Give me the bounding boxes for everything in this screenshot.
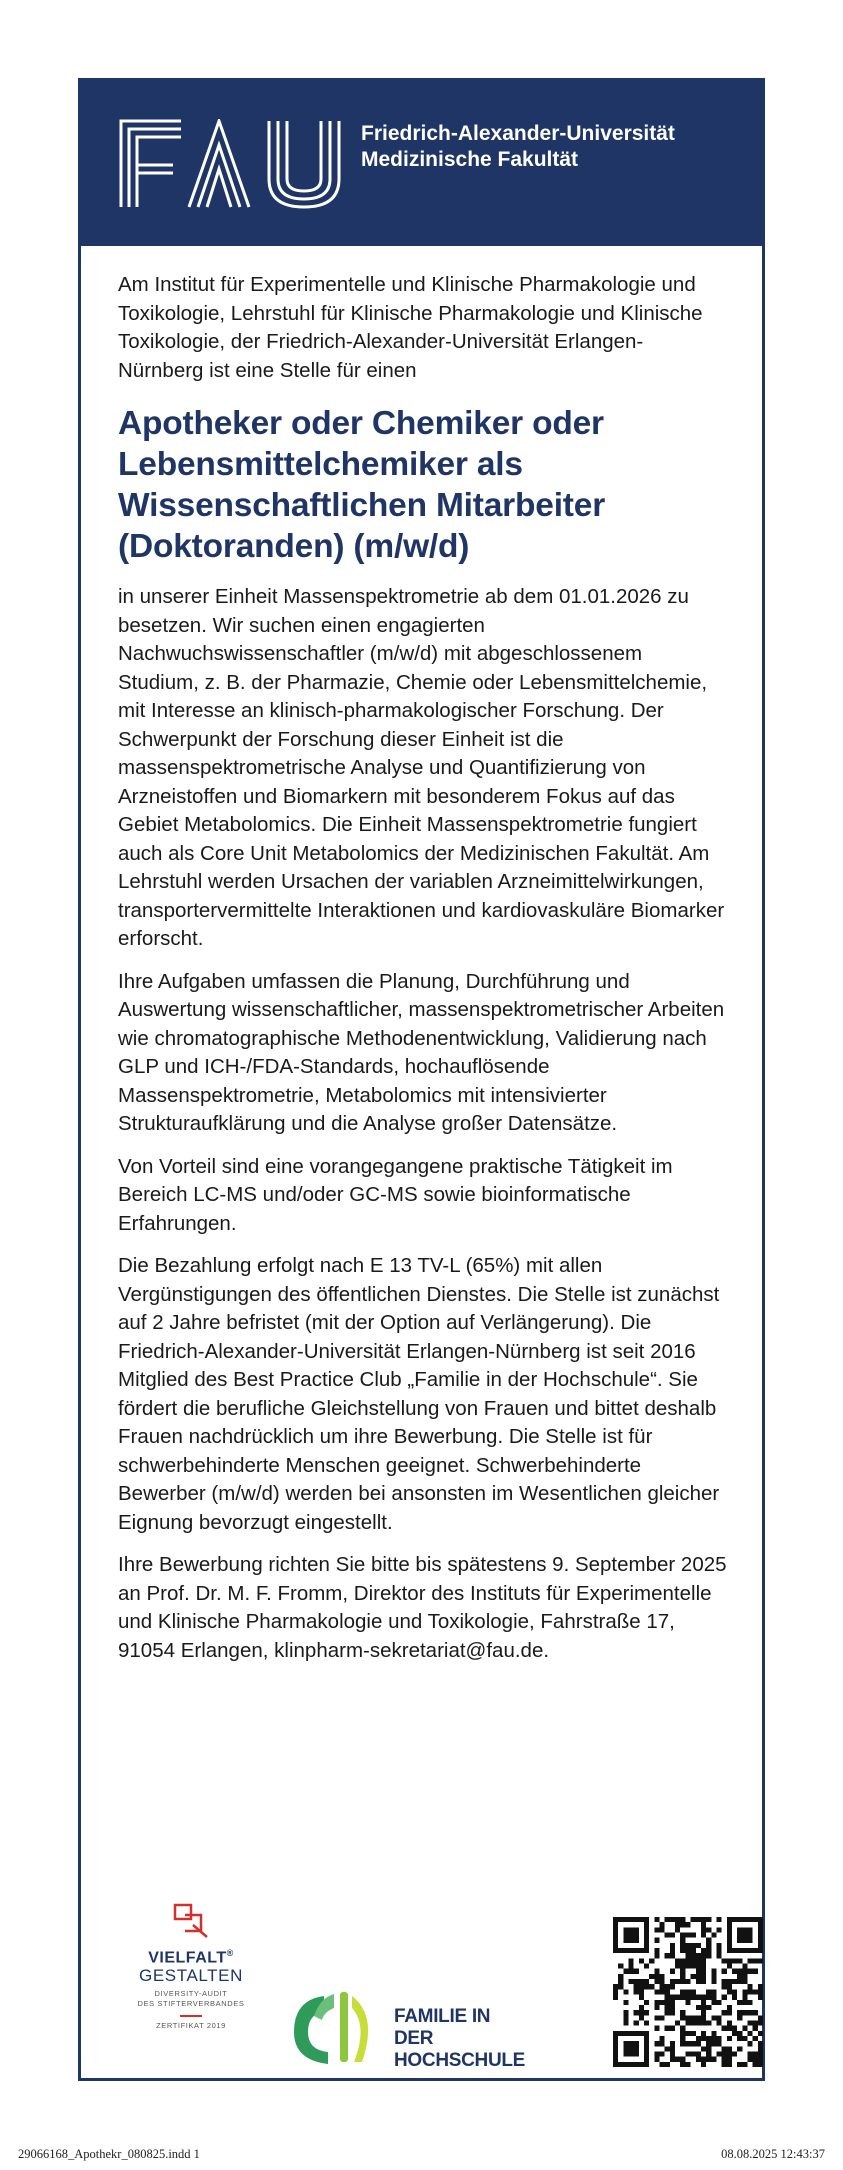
paragraph-tasks: Ihre Aufgaben umfassen die Planung, Durchführung und Auswertung wissenschaftlicher, massenspektrometrischer Arbeiten wie chromatographische Methodenentwicklung, Validierung nach GLP und ICH-/FDA-Standards, hochauflösende Massenspektrometrie, Metabolomics mit intensivierter Strukturaufklärung und die Analyse großer Datensätze. [118,969,725,1135]
intro-text: Am Institut für Experimentelle und Klinische Pharmakologie und Toxikologie, Lehrstuhl für Klinische Pharmakologie und Klinische Toxikologie, der Friedrich-Alexander-Universität Erlangen-Nürnberg ist eine Stelle für einen [118,273,703,382]
footer-logos [81,1891,762,2081]
paragraph-payment: Die Bezahlung erfolgt nach E 13 TV-L (65%) mit allen Vergünstigungen des öffentlichen Dienstes. Die Stelle ist zunächst auf 2 Jahre befristet (mit der Option auf Verlängerung). Die Friedrich-Alexander-Universität Erlangen-Nürnberg ist seit 2016 Mitglied des Best Practice Club „Familie in der Hochschule“. Sie fördert die berufliche Gleichstellung von Frauen und bittet deshalb Frauen nachdrücklich um ihre Bewerbung. Die Stelle ist für schwerbehinderte Menschen geeignet. Schwerbehinderte Bewerber (m/w/d) werden bei ansonsten im Wesentlichen gleicher Eignung bevorzugt eingestellt. [118,1254,720,1534]
fau-logo-icon [119,119,354,209]
familie-emblem-icon [286,1986,386,2066]
paragraph-advantage: Von Vorteil sind eine vorangegangene praktische Tätigkeit im Bereich LC-MS und/oder GC-MS sowie bioinformatische Erfahrungen. [118,1154,673,1235]
vielfalt-subtitle: GESTALTEN [139,1966,243,1986]
qr-modules [613,1917,763,2067]
vielfalt-certificate: ZERTIFIKAT 2019 [156,2021,226,2031]
vielfalt-small-2: DES STIFTERVERBANDES [137,1999,245,2009]
job-title: Apotheker oder Chemiker oder Lebensmittelchemiker als Wissenschaftlichen Mitarbeiter (Doktoranden) (m/w/d) [118,405,606,565]
print-timestamp: 08.08.2025 12:43:37 [721,2147,825,2161]
vielfalt-emblem-icon [171,1901,211,1939]
familie-text [394,2006,526,2072]
vielfalt-gestalten-logo [121,1901,261,2031]
familie-line-2: HOCHSCHULE [394,2050,526,2071]
paragraph-application: Ihre Bewerbung richten Sie bitte bis spätestens 9. September 2025 an Prof. Dr. M. F. Fromm, Direktor des Instituts für Experimentelle und Klinische Pharmakologie und Toxikologie, Fahrstraße 17, 91054 Erlangen, klinpharm-sekretariat@fau.de. [118,1553,727,1662]
vielfalt-divider [180,2015,202,2017]
vielfalt-title: VIELFALT® [148,1948,234,1967]
ad-content [118,271,728,1679]
job-advertisement [78,78,765,2081]
university-name [361,121,675,173]
qr-code-icon[interactable] [613,1917,763,2067]
familie-in-der-hochschule-logo [286,1986,526,2071]
print-file-name: 29066168_Apothekr_080825.indd 1 [18,2147,200,2161]
paragraph-description: in unserer Einheit Massenspektrometrie ab dem 01.01.2026 zu besetzen. Wir suchen einen engagierten Nachwuchswissenschaftler (m/w/d) mit abgeschlossenem Studium, z. B. der Pharmazie, Chemie oder Lebensmittelchemie, mit Interesse an klinisch-pharmakologischer Forschung. Der Schwerpunkt der Forschung dieser Einheit ist die massenspektrometrische Analyse und Quantifizierung von Arzneistoffen und Biomarkern mit besonderem Fokus auf das Gebiet Metabolomics. Die Einheit Massenspektrometrie fungiert auch als Core Unit Metabolomics der Medizinischen Fakultät. Am Lehrstuhl werden Ursachen der variablen Arzneimittelwirkungen, transportervermittelte Interaktionen und kardiovaskuläre Biomarker erforscht. [118,585,725,950]
header-banner [81,81,762,246]
university-line-2: Medizinische Fakultät [361,148,579,171]
familie-line-1: FAMILIE IN DER [394,2006,491,2049]
vielfalt-small-1: DIVERSITY-AUDIT [154,1989,228,1999]
university-line-1: Friedrich-Alexander-Universität [361,122,675,145]
